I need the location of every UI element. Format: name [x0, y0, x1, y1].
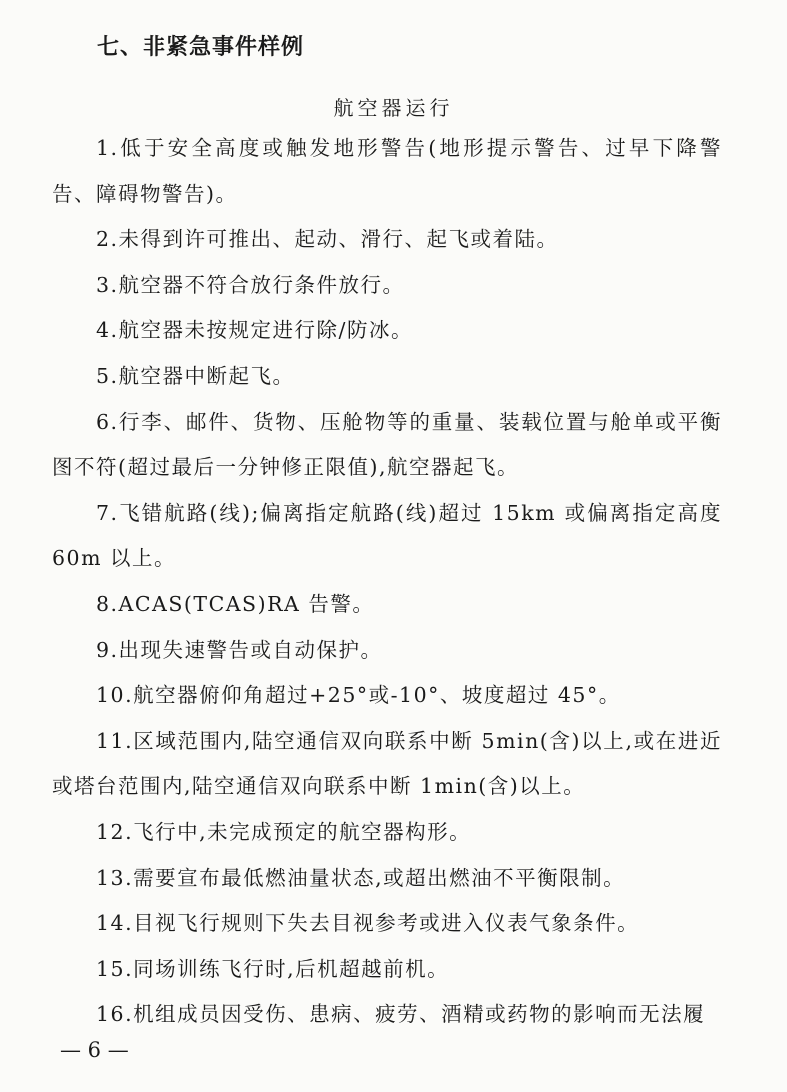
list-item: 7.飞错航路(线);偏离指定航路(线)超过 15km 或偏离指定高度 60m 以上。 [52, 500, 722, 571]
list-item: 6.行李、邮件、货物、压舱物等的重量、装载位置与舱单或平衡图不符(超过最后一分钟修正限值),航空器起飞。 [52, 409, 722, 480]
list-item: 10.航空器俯仰角超过+25°或-10°、坡度超过 45°。 [96, 683, 621, 708]
list-item: 16.机组成员因受伤、患病、疲劳、酒精或药物的影响而无法履 [96, 1002, 706, 1027]
subheading: 航空器运行 [333, 96, 454, 120]
section-heading: 七、非紧急事件样例 [97, 35, 305, 60]
list-item: 8.ACAS(TCAS)RA 告警。 [96, 591, 375, 616]
list-item: 11.区域范围内,陆空通信双向联系中断 5min(含)以上,或在进近或塔台范围内,陆空通信双向联系中断 1min(含)以上。 [52, 728, 722, 799]
list-item: 13.需要宣布最低燃油量状态,或超出燃油不平衡限制。 [96, 865, 626, 890]
list-item: 1.低于安全高度或触发地形警告(地形提示警告、过早下降警告、障碍物警告)。 [52, 136, 722, 206]
list-item: 12.飞行中,未完成预定的航空器构形。 [96, 819, 472, 844]
body-text [52, 126, 722, 1038]
list-item: 4.航空器未按规定进行除/防冰。 [96, 318, 413, 343]
list-item: 2.未得到许可推出、起动、滑行、起飞或着陆。 [96, 227, 559, 252]
list-item: 9.出现失速警告或自动保护。 [96, 637, 383, 662]
list-item: 15.同场训练飞行时,后机超越前机。 [96, 956, 450, 981]
list-item: 3.航空器不符合放行条件放行。 [96, 272, 405, 297]
list-item: 14.目视飞行规则下失去目视参考或进入仪表气象条件。 [96, 911, 640, 936]
page-number: — 6 — [60, 1038, 129, 1062]
list-item: 5.航空器中断起飞。 [96, 363, 295, 388]
